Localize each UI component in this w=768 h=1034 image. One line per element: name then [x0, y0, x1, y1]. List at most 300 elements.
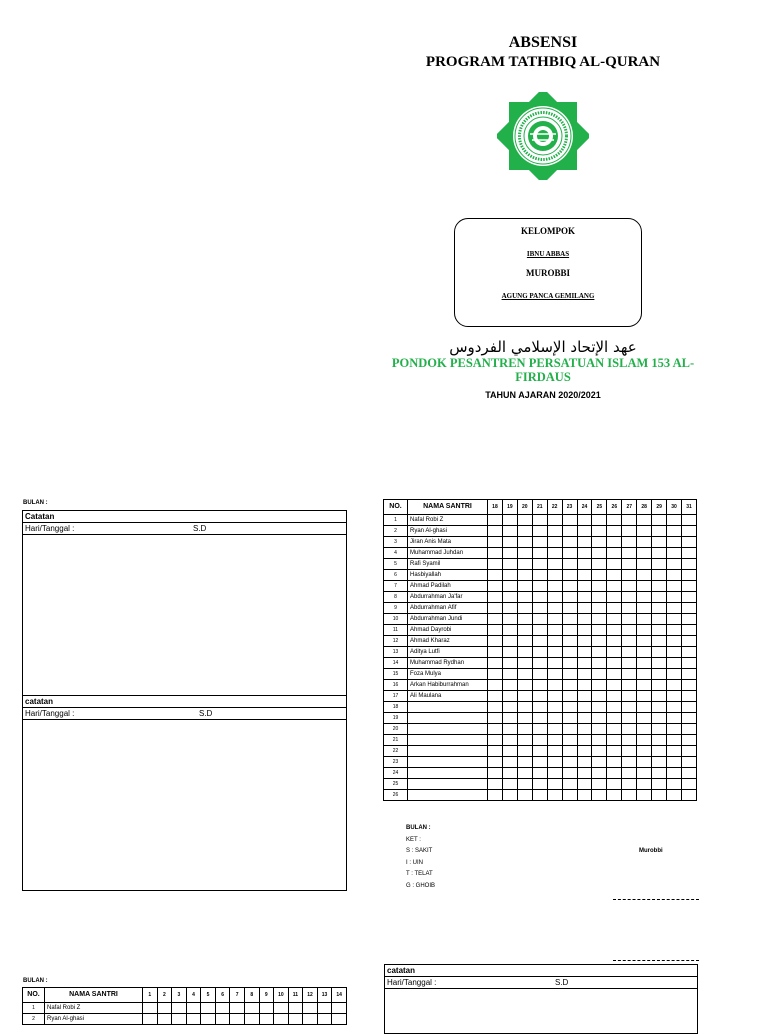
attendance-cell[interactable]: [517, 680, 532, 691]
attendance-cell[interactable]: [488, 691, 503, 702]
attendance-cell[interactable]: [592, 548, 607, 559]
attendance-cell[interactable]: [502, 658, 517, 669]
attendance-cell[interactable]: [488, 570, 503, 581]
attendance-cell[interactable]: [667, 691, 682, 702]
attendance-cell[interactable]: [667, 559, 682, 570]
attendance-cell[interactable]: [562, 702, 577, 713]
attendance-cell[interactable]: [303, 1014, 318, 1025]
attendance-cell[interactable]: [547, 570, 562, 581]
attendance-cell[interactable]: [547, 746, 562, 757]
attendance-cell[interactable]: [637, 625, 652, 636]
attendance-cell[interactable]: [592, 515, 607, 526]
attendance-cell[interactable]: [667, 636, 682, 647]
attendance-cell[interactable]: [532, 757, 547, 768]
attendance-cell[interactable]: [652, 570, 667, 581]
attendance-cell[interactable]: [681, 581, 696, 592]
attendance-cell[interactable]: [502, 537, 517, 548]
attendance-cell[interactable]: [562, 713, 577, 724]
attendance-cell[interactable]: [562, 614, 577, 625]
attendance-cell[interactable]: [592, 680, 607, 691]
attendance-cell[interactable]: [607, 768, 622, 779]
attendance-cell[interactable]: [577, 702, 592, 713]
attendance-cell[interactable]: [517, 669, 532, 680]
attendance-cell[interactable]: [547, 647, 562, 658]
attendance-cell[interactable]: [517, 713, 532, 724]
attendance-cell[interactable]: [562, 537, 577, 548]
attendance-cell[interactable]: [488, 614, 503, 625]
attendance-cell[interactable]: [532, 746, 547, 757]
attendance-cell[interactable]: [592, 570, 607, 581]
attendance-cell[interactable]: [143, 1003, 158, 1014]
attendance-cell[interactable]: [637, 592, 652, 603]
attendance-cell[interactable]: [532, 625, 547, 636]
attendance-cell[interactable]: [517, 559, 532, 570]
attendance-cell[interactable]: [622, 581, 637, 592]
attendance-cell[interactable]: [681, 702, 696, 713]
attendance-cell[interactable]: [488, 581, 503, 592]
attendance-cell[interactable]: [201, 1014, 216, 1025]
attendance-cell[interactable]: [562, 625, 577, 636]
attendance-cell[interactable]: [230, 1003, 245, 1014]
attendance-cell[interactable]: [592, 724, 607, 735]
attendance-cell[interactable]: [652, 713, 667, 724]
attendance-cell[interactable]: [577, 515, 592, 526]
attendance-cell[interactable]: [681, 713, 696, 724]
attendance-cell[interactable]: [488, 724, 503, 735]
attendance-cell[interactable]: [288, 1014, 303, 1025]
attendance-cell[interactable]: [637, 735, 652, 746]
attendance-cell[interactable]: [244, 1014, 259, 1025]
attendance-cell[interactable]: [592, 746, 607, 757]
attendance-cell[interactable]: [215, 1014, 230, 1025]
attendance-cell[interactable]: [652, 702, 667, 713]
attendance-cell[interactable]: [517, 570, 532, 581]
attendance-cell[interactable]: [547, 537, 562, 548]
attendance-cell[interactable]: [577, 757, 592, 768]
attendance-cell[interactable]: [532, 515, 547, 526]
attendance-cell[interactable]: [637, 680, 652, 691]
attendance-cell[interactable]: [547, 636, 562, 647]
attendance-cell[interactable]: [562, 790, 577, 801]
attendance-cell[interactable]: [488, 537, 503, 548]
attendance-cell[interactable]: [230, 1014, 245, 1025]
attendance-cell[interactable]: [517, 768, 532, 779]
attendance-cell[interactable]: [532, 537, 547, 548]
attendance-cell[interactable]: [607, 625, 622, 636]
attendance-cell[interactable]: [562, 526, 577, 537]
attendance-cell[interactable]: [667, 713, 682, 724]
attendance-cell[interactable]: [637, 570, 652, 581]
attendance-cell[interactable]: [592, 636, 607, 647]
attendance-cell[interactable]: [637, 614, 652, 625]
attendance-cell[interactable]: [488, 559, 503, 570]
attendance-cell[interactable]: [547, 559, 562, 570]
attendance-cell[interactable]: [532, 614, 547, 625]
attendance-cell[interactable]: [577, 603, 592, 614]
attendance-cell[interactable]: [667, 702, 682, 713]
attendance-cell[interactable]: [517, 625, 532, 636]
attendance-cell[interactable]: [652, 559, 667, 570]
attendance-cell[interactable]: [652, 768, 667, 779]
attendance-cell[interactable]: [547, 757, 562, 768]
attendance-cell[interactable]: [577, 779, 592, 790]
attendance-cell[interactable]: [622, 658, 637, 669]
attendance-cell[interactable]: [607, 702, 622, 713]
attendance-cell[interactable]: [502, 559, 517, 570]
attendance-cell[interactable]: [502, 713, 517, 724]
attendance-cell[interactable]: [172, 1003, 187, 1014]
attendance-cell[interactable]: [592, 592, 607, 603]
attendance-cell[interactable]: [637, 559, 652, 570]
attendance-cell[interactable]: [637, 647, 652, 658]
attendance-cell[interactable]: [562, 603, 577, 614]
attendance-cell[interactable]: [652, 647, 667, 658]
attendance-cell[interactable]: [637, 526, 652, 537]
attendance-cell[interactable]: [592, 603, 607, 614]
attendance-cell[interactable]: [532, 603, 547, 614]
attendance-cell[interactable]: [652, 658, 667, 669]
attendance-cell[interactable]: [652, 548, 667, 559]
attendance-cell[interactable]: [607, 559, 622, 570]
attendance-cell[interactable]: [681, 768, 696, 779]
attendance-cell[interactable]: [577, 570, 592, 581]
attendance-cell[interactable]: [637, 768, 652, 779]
attendance-cell[interactable]: [681, 537, 696, 548]
attendance-cell[interactable]: [622, 537, 637, 548]
attendance-cell[interactable]: [488, 713, 503, 724]
attendance-cell[interactable]: [532, 768, 547, 779]
attendance-cell[interactable]: [577, 647, 592, 658]
attendance-cell[interactable]: [532, 559, 547, 570]
attendance-cell[interactable]: [607, 735, 622, 746]
attendance-cell[interactable]: [577, 581, 592, 592]
attendance-cell[interactable]: [667, 790, 682, 801]
attendance-cell[interactable]: [622, 603, 637, 614]
attendance-cell[interactable]: [622, 614, 637, 625]
attendance-cell[interactable]: [317, 1014, 332, 1025]
attendance-cell[interactable]: [577, 537, 592, 548]
attendance-cell[interactable]: [607, 746, 622, 757]
attendance-cell[interactable]: [637, 658, 652, 669]
attendance-cell[interactable]: [547, 592, 562, 603]
attendance-cell[interactable]: [592, 625, 607, 636]
attendance-cell[interactable]: [652, 526, 667, 537]
attendance-cell[interactable]: [502, 647, 517, 658]
attendance-cell[interactable]: [562, 592, 577, 603]
attendance-cell[interactable]: [667, 680, 682, 691]
attendance-cell[interactable]: [562, 658, 577, 669]
attendance-cell[interactable]: [547, 603, 562, 614]
attendance-cell[interactable]: [488, 625, 503, 636]
attendance-cell[interactable]: [502, 746, 517, 757]
attendance-cell[interactable]: [577, 592, 592, 603]
attendance-cell[interactable]: [592, 735, 607, 746]
attendance-cell[interactable]: [532, 691, 547, 702]
attendance-cell[interactable]: [652, 625, 667, 636]
attendance-cell[interactable]: [547, 526, 562, 537]
attendance-cell[interactable]: [577, 691, 592, 702]
attendance-cell[interactable]: [681, 515, 696, 526]
attendance-cell[interactable]: [532, 790, 547, 801]
attendance-cell[interactable]: [502, 724, 517, 735]
attendance-cell[interactable]: [681, 647, 696, 658]
attendance-cell[interactable]: [607, 592, 622, 603]
attendance-cell[interactable]: [502, 636, 517, 647]
attendance-cell[interactable]: [607, 603, 622, 614]
attendance-cell[interactable]: [652, 680, 667, 691]
attendance-cell[interactable]: [532, 570, 547, 581]
attendance-cell[interactable]: [637, 713, 652, 724]
attendance-cell[interactable]: [577, 735, 592, 746]
attendance-cell[interactable]: [607, 691, 622, 702]
attendance-cell[interactable]: [547, 548, 562, 559]
attendance-cell[interactable]: [681, 669, 696, 680]
attendance-cell[interactable]: [517, 614, 532, 625]
attendance-cell[interactable]: [502, 592, 517, 603]
attendance-cell[interactable]: [577, 713, 592, 724]
attendance-cell[interactable]: [502, 548, 517, 559]
attendance-cell[interactable]: [681, 658, 696, 669]
attendance-cell[interactable]: [592, 559, 607, 570]
attendance-cell[interactable]: [532, 669, 547, 680]
attendance-cell[interactable]: [652, 746, 667, 757]
attendance-cell[interactable]: [667, 669, 682, 680]
attendance-cell[interactable]: [592, 658, 607, 669]
attendance-cell[interactable]: [607, 658, 622, 669]
attendance-cell[interactable]: [652, 603, 667, 614]
attendance-cell[interactable]: [622, 724, 637, 735]
attendance-cell[interactable]: [667, 515, 682, 526]
attendance-cell[interactable]: [488, 658, 503, 669]
attendance-cell[interactable]: [577, 746, 592, 757]
attendance-cell[interactable]: [532, 680, 547, 691]
attendance-cell[interactable]: [667, 548, 682, 559]
attendance-cell[interactable]: [622, 790, 637, 801]
attendance-cell[interactable]: [517, 548, 532, 559]
attendance-cell[interactable]: [637, 581, 652, 592]
attendance-cell[interactable]: [607, 548, 622, 559]
attendance-cell[interactable]: [652, 592, 667, 603]
attendance-cell[interactable]: [667, 537, 682, 548]
attendance-cell[interactable]: [562, 724, 577, 735]
attendance-cell[interactable]: [622, 515, 637, 526]
attendance-cell[interactable]: [592, 691, 607, 702]
attendance-cell[interactable]: [488, 548, 503, 559]
attendance-cell[interactable]: [532, 581, 547, 592]
attendance-cell[interactable]: [652, 515, 667, 526]
attendance-cell[interactable]: [577, 636, 592, 647]
attendance-cell[interactable]: [517, 592, 532, 603]
attendance-cell[interactable]: [259, 1003, 274, 1014]
attendance-cell[interactable]: [502, 570, 517, 581]
attendance-cell[interactable]: [517, 603, 532, 614]
attendance-cell[interactable]: [681, 603, 696, 614]
attendance-cell[interactable]: [607, 537, 622, 548]
attendance-cell[interactable]: [592, 790, 607, 801]
attendance-cell[interactable]: [652, 636, 667, 647]
attendance-cell[interactable]: [667, 658, 682, 669]
attendance-cell[interactable]: [547, 691, 562, 702]
attendance-cell[interactable]: [502, 779, 517, 790]
attendance-cell[interactable]: [637, 537, 652, 548]
attendance-cell[interactable]: [303, 1003, 318, 1014]
attendance-cell[interactable]: [637, 636, 652, 647]
attendance-cell[interactable]: [332, 1014, 347, 1025]
attendance-cell[interactable]: [622, 713, 637, 724]
attendance-cell[interactable]: [667, 625, 682, 636]
attendance-cell[interactable]: [517, 691, 532, 702]
attendance-cell[interactable]: [502, 614, 517, 625]
attendance-cell[interactable]: [622, 680, 637, 691]
attendance-cell[interactable]: [488, 515, 503, 526]
attendance-cell[interactable]: [652, 790, 667, 801]
attendance-cell[interactable]: [592, 614, 607, 625]
attendance-cell[interactable]: [517, 702, 532, 713]
attendance-cell[interactable]: [517, 636, 532, 647]
attendance-cell[interactable]: [577, 724, 592, 735]
attendance-cell[interactable]: [667, 592, 682, 603]
attendance-cell[interactable]: [652, 691, 667, 702]
attendance-cell[interactable]: [622, 548, 637, 559]
attendance-cell[interactable]: [681, 614, 696, 625]
attendance-cell[interactable]: [502, 702, 517, 713]
attendance-cell[interactable]: [622, 746, 637, 757]
attendance-cell[interactable]: [502, 581, 517, 592]
attendance-cell[interactable]: [652, 669, 667, 680]
attendance-cell[interactable]: [562, 680, 577, 691]
attendance-cell[interactable]: [607, 779, 622, 790]
attendance-cell[interactable]: [592, 757, 607, 768]
attendance-cell[interactable]: [667, 724, 682, 735]
attendance-cell[interactable]: [637, 779, 652, 790]
attendance-cell[interactable]: [562, 548, 577, 559]
attendance-cell[interactable]: [637, 548, 652, 559]
attendance-cell[interactable]: [667, 647, 682, 658]
attendance-cell[interactable]: [488, 526, 503, 537]
attendance-cell[interactable]: [562, 735, 577, 746]
attendance-cell[interactable]: [517, 515, 532, 526]
attendance-cell[interactable]: [667, 779, 682, 790]
attendance-cell[interactable]: [667, 757, 682, 768]
attendance-cell[interactable]: [607, 713, 622, 724]
attendance-cell[interactable]: [681, 757, 696, 768]
attendance-cell[interactable]: [502, 680, 517, 691]
attendance-cell[interactable]: [186, 1014, 201, 1025]
attendance-cell[interactable]: [532, 702, 547, 713]
attendance-cell[interactable]: [532, 592, 547, 603]
attendance-cell[interactable]: [562, 515, 577, 526]
attendance-cell[interactable]: [652, 614, 667, 625]
attendance-cell[interactable]: [172, 1014, 187, 1025]
attendance-cell[interactable]: [547, 614, 562, 625]
attendance-cell[interactable]: [622, 779, 637, 790]
attendance-cell[interactable]: [562, 757, 577, 768]
attendance-cell[interactable]: [681, 680, 696, 691]
attendance-cell[interactable]: [607, 669, 622, 680]
attendance-cell[interactable]: [681, 548, 696, 559]
attendance-cell[interactable]: [517, 724, 532, 735]
attendance-cell[interactable]: [622, 691, 637, 702]
attendance-cell[interactable]: [667, 526, 682, 537]
attendance-cell[interactable]: [532, 724, 547, 735]
attendance-cell[interactable]: [667, 735, 682, 746]
attendance-cell[interactable]: [681, 691, 696, 702]
attendance-cell[interactable]: [622, 559, 637, 570]
attendance-cell[interactable]: [562, 581, 577, 592]
attendance-cell[interactable]: [607, 724, 622, 735]
attendance-cell[interactable]: [637, 669, 652, 680]
attendance-cell[interactable]: [547, 779, 562, 790]
attendance-cell[interactable]: [517, 746, 532, 757]
attendance-cell[interactable]: [532, 779, 547, 790]
attendance-cell[interactable]: [607, 647, 622, 658]
attendance-cell[interactable]: [562, 746, 577, 757]
attendance-cell[interactable]: [577, 680, 592, 691]
attendance-cell[interactable]: [502, 515, 517, 526]
attendance-cell[interactable]: [622, 636, 637, 647]
attendance-cell[interactable]: [622, 757, 637, 768]
attendance-cell[interactable]: [532, 647, 547, 658]
attendance-cell[interactable]: [317, 1003, 332, 1014]
attendance-cell[interactable]: [488, 768, 503, 779]
attendance-cell[interactable]: [547, 768, 562, 779]
attendance-cell[interactable]: [532, 526, 547, 537]
attendance-cell[interactable]: [562, 691, 577, 702]
attendance-cell[interactable]: [681, 724, 696, 735]
attendance-cell[interactable]: [502, 669, 517, 680]
attendance-cell[interactable]: [637, 603, 652, 614]
attendance-cell[interactable]: [562, 768, 577, 779]
attendance-cell[interactable]: [488, 592, 503, 603]
attendance-cell[interactable]: [607, 570, 622, 581]
attendance-cell[interactable]: [592, 669, 607, 680]
attendance-cell[interactable]: [622, 570, 637, 581]
attendance-cell[interactable]: [488, 702, 503, 713]
attendance-cell[interactable]: [652, 537, 667, 548]
attendance-cell[interactable]: [532, 636, 547, 647]
attendance-cell[interactable]: [517, 537, 532, 548]
attendance-cell[interactable]: [577, 559, 592, 570]
attendance-cell[interactable]: [667, 768, 682, 779]
attendance-cell[interactable]: [488, 735, 503, 746]
attendance-cell[interactable]: [607, 515, 622, 526]
attendance-cell[interactable]: [592, 581, 607, 592]
attendance-cell[interactable]: [607, 581, 622, 592]
attendance-cell[interactable]: [607, 526, 622, 537]
attendance-cell[interactable]: [332, 1003, 347, 1014]
attendance-cell[interactable]: [681, 559, 696, 570]
attendance-cell[interactable]: [667, 570, 682, 581]
attendance-cell[interactable]: [577, 625, 592, 636]
attendance-cell[interactable]: [681, 592, 696, 603]
attendance-cell[interactable]: [157, 1014, 172, 1025]
attendance-cell[interactable]: [502, 625, 517, 636]
attendance-cell[interactable]: [577, 669, 592, 680]
attendance-cell[interactable]: [592, 702, 607, 713]
attendance-cell[interactable]: [622, 669, 637, 680]
attendance-cell[interactable]: [652, 779, 667, 790]
attendance-cell[interactable]: [547, 669, 562, 680]
attendance-cell[interactable]: [607, 790, 622, 801]
attendance-cell[interactable]: [622, 592, 637, 603]
attendance-cell[interactable]: [577, 526, 592, 537]
attendance-cell[interactable]: [157, 1003, 172, 1014]
attendance-cell[interactable]: [488, 603, 503, 614]
attendance-cell[interactable]: [622, 735, 637, 746]
attendance-cell[interactable]: [502, 757, 517, 768]
attendance-cell[interactable]: [607, 614, 622, 625]
attendance-cell[interactable]: [592, 537, 607, 548]
